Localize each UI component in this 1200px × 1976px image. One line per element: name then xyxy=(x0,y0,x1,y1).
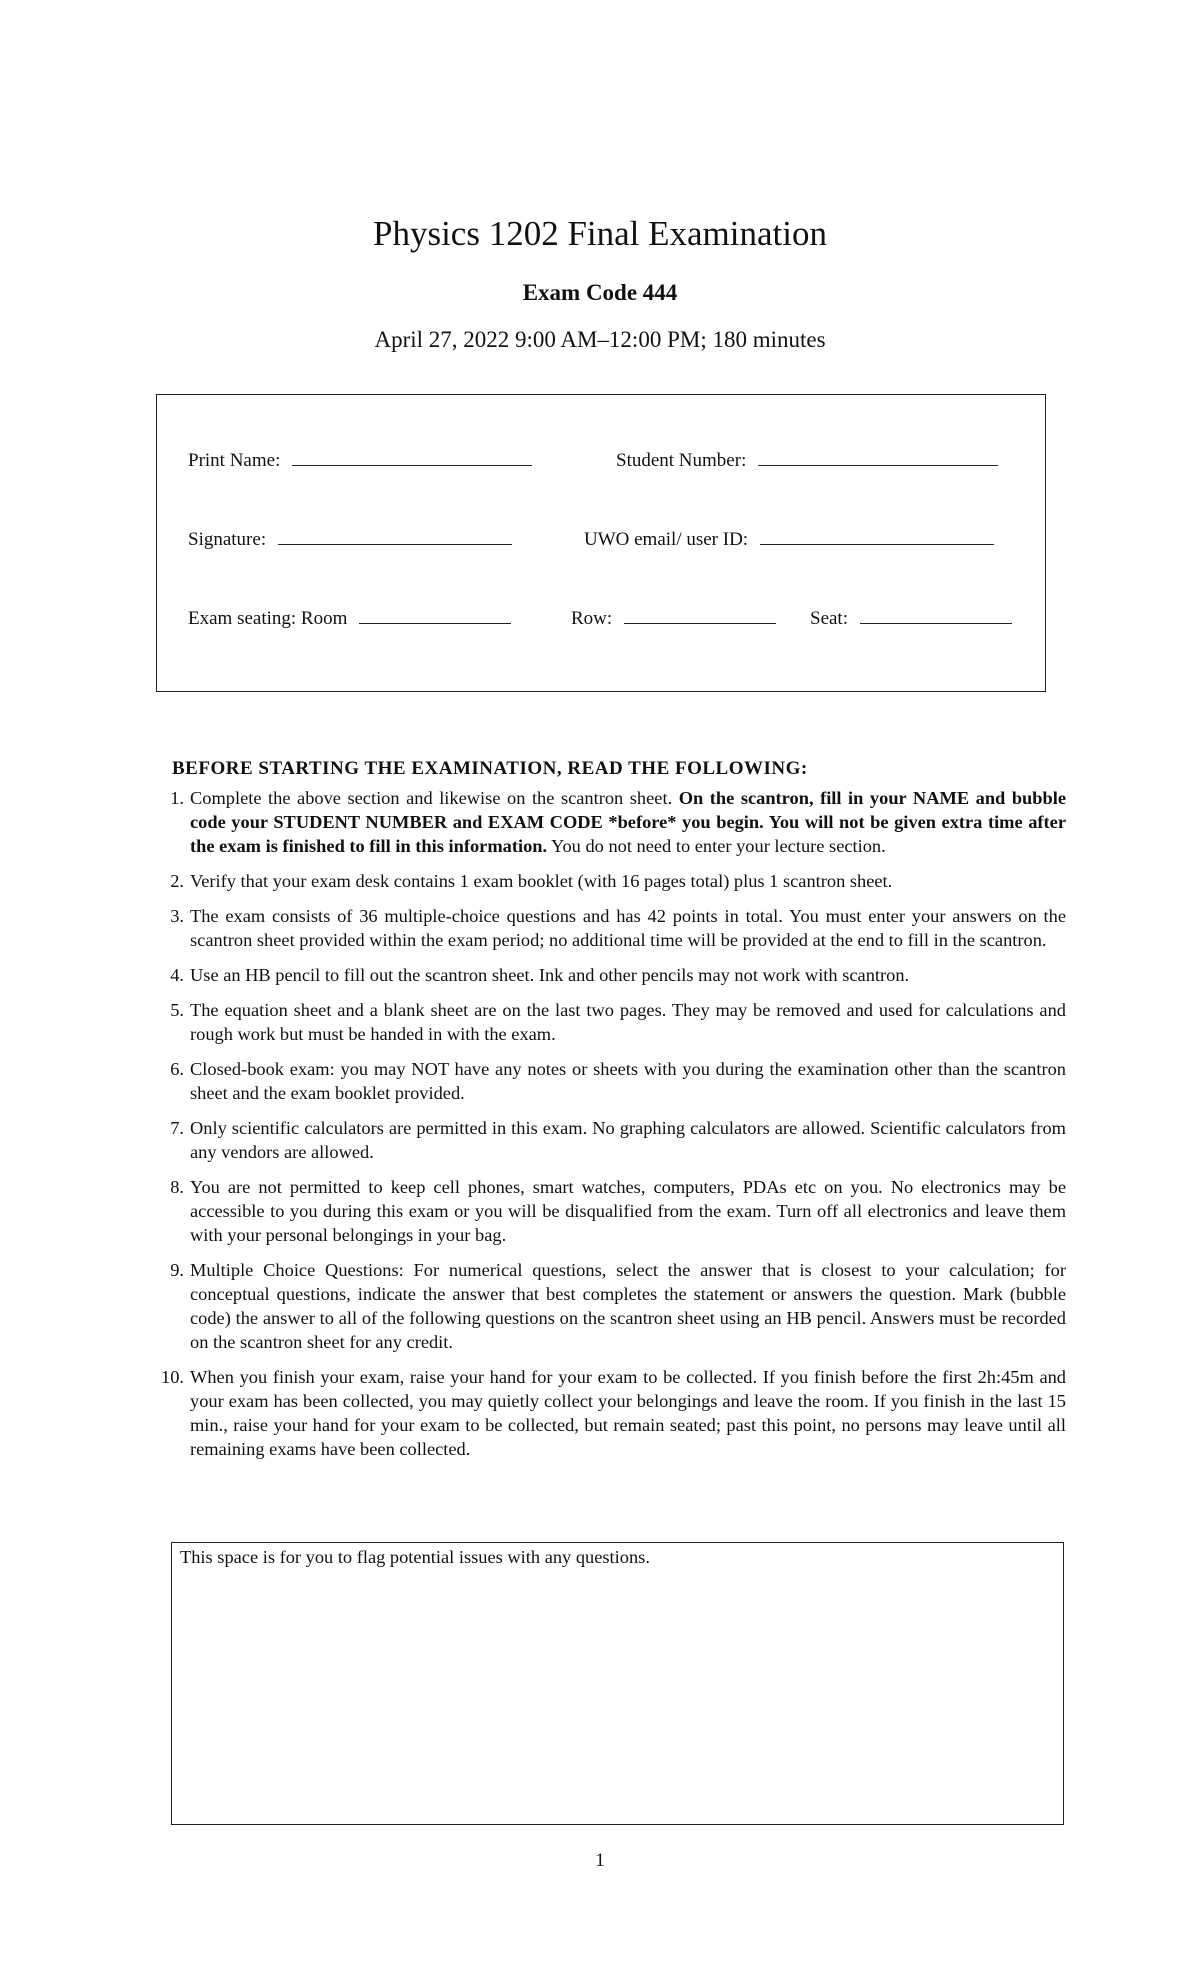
info-row-3 xyxy=(157,601,1045,631)
instruction-text: Multiple Choice Questions: For numerical questions, select the answer that is closest to your calculation; for conceptual questions, indicate the answer that best completes the statement or answers the question. Mark (bubble code) the answer to all of the following questions on the scantron sheet using an HB pencil. Answers must be recorded on the scantron sheet for any credit. xyxy=(190,1260,1066,1352)
instruction-number: 9. xyxy=(170,1260,184,1280)
info-row-1 xyxy=(157,443,1045,473)
instruction-item xyxy=(170,963,1066,987)
room-field[interactable] xyxy=(188,601,511,634)
student-number-label: Student Number: xyxy=(616,450,747,471)
print-name-field[interactable] xyxy=(188,443,532,476)
instruction-text: Closed-book exam: you may NOT have any notes or sheets with you during the examination other than the scantron sheet and the exam booklet provided. xyxy=(190,1059,1066,1103)
instruction-number: 8. xyxy=(170,1177,184,1197)
row-field[interactable] xyxy=(571,601,776,634)
student-number-field[interactable] xyxy=(616,443,998,476)
instruction-item xyxy=(161,1365,1066,1461)
exam-seating-label: Exam seating: Room xyxy=(188,608,348,629)
uwo-email-field[interactable] xyxy=(584,522,994,555)
instruction-text: You are not permitted to keep cell phones, smart watches, computers, PDAs etc on you. No electronics may be accessible to you during this exam or you will be disqualified from the exam. Turn off all electronics and leave them with your personal belongings in your bag. xyxy=(190,1177,1066,1245)
instruction-number: 2. xyxy=(170,871,184,891)
flag-issues-box[interactable] xyxy=(171,1542,1064,1825)
exam-date-time: April 27, 2022 9:00 AM–12:00 PM; 180 minutes xyxy=(374,327,826,352)
instruction-text: Complete the above section and likewise on the scantron sheet. xyxy=(190,788,679,808)
seat-label: Seat: xyxy=(810,608,848,629)
print-name-label: Print Name: xyxy=(188,450,281,471)
instruction-text-end: You do not need to enter your lecture section. xyxy=(547,836,886,856)
instruction-text: Verify that your exam desk contains 1 exam booklet (with 16 pages total) plus 1 scantron sheet. xyxy=(190,871,893,891)
exam-title: Physics 1202 Final Examination xyxy=(372,214,827,253)
instructions-heading: BEFORE STARTING THE EXAMINATION, READ THE FOLLOWING: xyxy=(172,758,808,779)
row-label: Row: xyxy=(571,608,613,629)
uwo-email-line[interactable] xyxy=(760,522,994,545)
instruction-text: The equation sheet and a blank sheet are on the last two pages. They may be removed and used for calculations and rough work but must be handed in with the exam. xyxy=(190,1000,1066,1044)
instruction-item xyxy=(170,998,1066,1046)
instruction-number: 5. xyxy=(170,1000,184,1020)
page-number: 1 xyxy=(595,1850,605,1871)
instructions-list xyxy=(161,786,1066,1472)
signature-line[interactable] xyxy=(278,522,512,545)
instruction-text: When you finish your exam, raise your hand for your exam to be collected. If you finish before the first 2h:45m and your exam has been collected, you may quietly collect your belongings and leave the room. If you finish in the last 15 min., raise your hand for your exam to be collected, but remain seated; past this point, no persons may leave until all remaining exams have been collected. xyxy=(190,1367,1066,1459)
seat-field[interactable] xyxy=(810,601,1012,634)
signature-field[interactable] xyxy=(188,522,512,555)
exam-code: Exam Code 444 xyxy=(522,280,678,305)
flag-issues-prompt: This space is for you to flag potential issues with any questions. xyxy=(180,1547,650,1567)
instruction-text: Only scientific calculators are permitted in this exam. No graphing calculators are allowed. Scientific calculators from any vendors are allowed. xyxy=(190,1118,1066,1162)
room-line[interactable] xyxy=(359,601,511,624)
student-info-box xyxy=(156,394,1046,692)
instruction-number: 3. xyxy=(170,906,184,926)
instruction-number: 10. xyxy=(161,1367,184,1387)
info-row-2 xyxy=(157,522,1045,552)
instruction-item xyxy=(170,1175,1066,1247)
instruction-number: 1. xyxy=(170,788,184,808)
seat-line[interactable] xyxy=(860,601,1012,624)
instruction-text: The exam consists of 36 multiple-choice questions and has 42 points in total. You must enter your answers on the scantron sheet provided within the exam period; no additional time will be provided at the end to fill in the scantron. xyxy=(190,906,1066,950)
instruction-item xyxy=(170,1258,1066,1354)
uwo-email-label: UWO email/ user ID: xyxy=(584,529,749,550)
instruction-number: 4. xyxy=(170,965,184,985)
student-number-line[interactable] xyxy=(758,443,998,466)
instruction-number: 7. xyxy=(170,1118,184,1138)
instruction-bold-text: On the scantron, fill in your NAME and bubble code your STUDENT NUMBER and EXAM CODE *before* you begin. You will not be given extra time after the exam is finished to fill in this information. xyxy=(190,788,1066,856)
instruction-item xyxy=(170,1116,1066,1164)
instruction-item xyxy=(170,786,1066,858)
signature-label: Signature: xyxy=(188,529,267,550)
instruction-item xyxy=(170,904,1066,952)
print-name-line[interactable] xyxy=(292,443,532,466)
instruction-number: 6. xyxy=(170,1059,184,1079)
row-line[interactable] xyxy=(624,601,776,624)
instruction-text: Use an HB pencil to fill out the scantron sheet. Ink and other pencils may not work with scantron. xyxy=(190,965,910,985)
instruction-item xyxy=(170,869,1066,893)
instruction-item xyxy=(170,1057,1066,1105)
